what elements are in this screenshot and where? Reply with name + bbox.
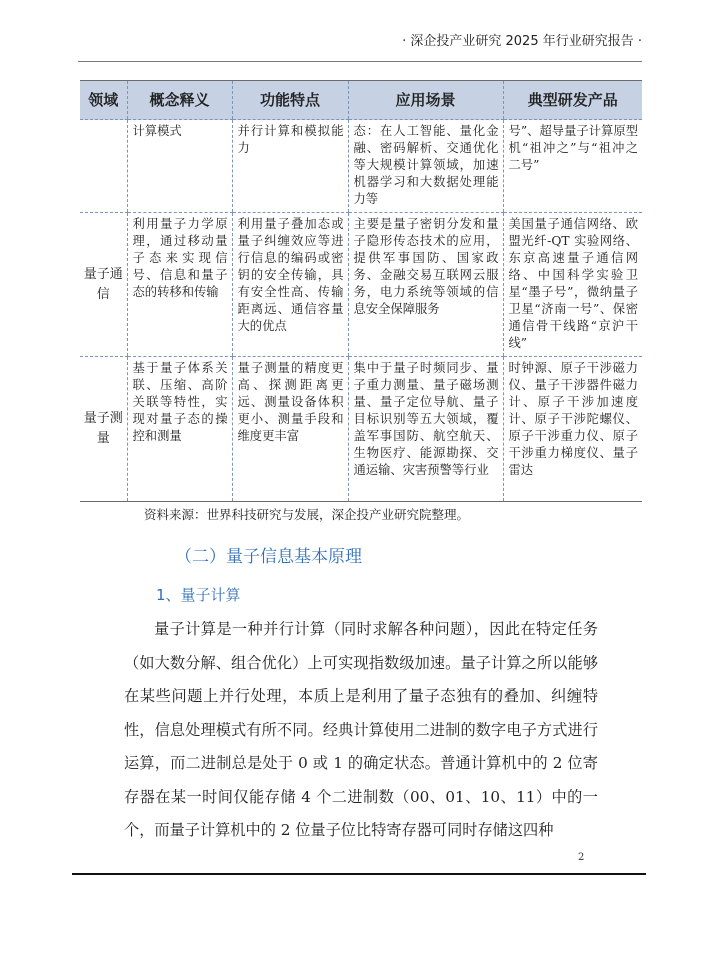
table-cell-products: 时钟源、原子干涉磁力仪、量子干涉器件磁力计、原子干涉加速度计、原子干涉陀螺仪、原子干涉重力仪、原子干涉重力梯度仪、量子雷达 [503, 357, 642, 502]
column-header-products: 典型研发产品 [503, 81, 642, 120]
table-row [80, 120, 642, 213]
table-cell-scenarios: 集中于量子时频同步、量子重力测量、量子磁场测量、量子定位导航、量子目标识别等五大领域，覆盖军事国防、航空航天、生物医疗、能源勘探、交通运输、灾害预警等行业 [348, 357, 503, 502]
column-header-field: 领域 [80, 81, 127, 120]
sub-heading: 1、量子计算 [156, 586, 241, 604]
table-cell-products: 号”、超导量子计算原型机“祖冲之”与“祖冲之二号” [503, 120, 642, 213]
section-heading: （二）量子信息基本原理 [175, 547, 362, 567]
page-number: 2 [578, 852, 585, 863]
table-cell-field: 量子通信 [80, 213, 127, 357]
table-cell-scenarios: 态：在人工智能、量化金融、密码解析、交通优化等大规模计算领域，加速机器学习和大数据处理能力等 [348, 120, 503, 213]
table-cell-features: 量子测量的精度更高、探测距离更远、测量设备体积更小、测量手段和维度更丰富 [232, 357, 348, 502]
column-header-concept: 概念释义 [127, 81, 232, 120]
column-header-scenarios: 应用场景 [348, 81, 503, 120]
table-row [80, 213, 642, 357]
table-cell-concept: 利用量子力学原理，通过移动量子态来实现信号、信息和量子态的转移和传输 [127, 213, 232, 357]
table-cell-features: 并行计算和模拟能力 [232, 120, 348, 213]
table-cell-features: 利用量子叠加态或量子纠缠效应等进行信息的编码或密钥的安全传输，具有安全性高、传输距离远、通信容量大的优点 [232, 213, 348, 357]
body-paragraph: 量子计算是一种并行计算（同时求解各种问题），因此在特定任务（如大数分解、组合优化）上可实现指数级加速。量子计算之所以能够在某些问题上并行处理，本质上是利用了量子态独有的叠加、纠缠特性，信息处理模式有所不同。经典计算使用二进制的数字电子方式进行运算，而二进制总是处于 0 或 1 的确定状态。普通计算机中的 2 位寄存器在某一时间仅能存储 4 个二进制数（00、01、10、11）中的一个，而量子计算机中的 2 位量子位比特寄存器可同时存储这四种 [124, 620, 598, 839]
column-header-features: 功能特点 [232, 81, 348, 120]
quantum-fields-table [80, 80, 642, 502]
footer-divider [72, 873, 646, 875]
table-cell-concept: 基于量子体系关联、压缩、高阶关联等特性，实现对量子态的操控和测量 [127, 357, 232, 502]
table-header-row [80, 81, 642, 120]
table-row [80, 357, 642, 502]
table-source-note: 资料来源：世界科技研究与发展，深企投产业研究院整理。 [144, 507, 470, 522]
table-cell-field [80, 120, 127, 213]
table-cell-concept: 计算模式 [127, 120, 232, 213]
table-cell-scenarios: 主要是量子密钥分发和量子隐形传态技术的应用，提供军事国防、国家政务、金融交易互联网云服务，电力系统等领域的信息安全保障服务 [348, 213, 503, 357]
header-divider [78, 61, 642, 62]
table-cell-field: 量子测量 [80, 357, 127, 502]
table-cell-products: 美国量子通信网络、欧盟光纤-QT 实验网络、东京高速量子通信网络、中国科学实验卫星“墨子号”，微纳量子卫星“济南一号”、保密通信骨干线路“京沪干线” [503, 213, 642, 357]
running-header: · 深企投产业研究 2025 年行业研究报告 · [402, 34, 642, 49]
